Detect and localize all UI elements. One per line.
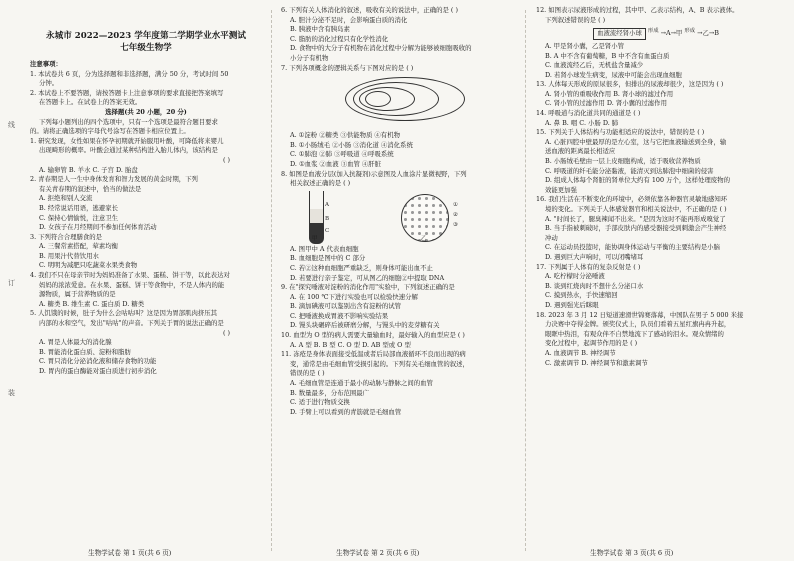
option-line: C. 激素调节 D. 神经调节和激素调节 [545, 358, 648, 367]
option-line: D. 胃内的蛋白酶能对蛋白质进行初步消化 [39, 367, 157, 375]
option-line: C. 呼吸道的纤毛能分泌黏液，能清灭到达肺泡中细菌的侵害 [545, 166, 714, 175]
option-line: D. 手臂上可以看到的青筋就是毛细血管 [290, 407, 402, 416]
question-line: 内部的水和空气，发出"咕咕"的声音。下列关于胃的说法正确的是 [39, 319, 224, 328]
option-line: A. A 型 B. B 型 C. O 型 D. AB 型或 O 型 [290, 340, 411, 349]
option-line: A. 肾小管的重吸收作用 B. 肾小球的滤过作用 [545, 89, 674, 98]
option-line: B. 胃能消化蛋白质、淀粉和脂肪 [39, 347, 131, 356]
layer-label-b: B [325, 215, 330, 222]
question-line: 9. 在"探究唾液对淀粉的消化作用"实验中，下列叙述正确的是 [281, 283, 455, 292]
option-line: B. 血细胞是图中的 C 部分 [290, 254, 366, 263]
option-line: D. 组成人体每个肾脏的肾单位大约有 100 万个，这样处理废物的 [545, 176, 730, 185]
option-line: C. 保持心情愉悦，注意卫生 [39, 213, 119, 222]
question-line: 10. 血型为 O 型的病人需要大量输血时，最好输入的血型应是 ( ) [281, 331, 465, 340]
page-footer: 生物学试卷 第 2 页(共 6 页) [336, 549, 420, 557]
question-line: 13. 人体每天形成的原尿很多，但排出的尿液却很少，这是因为 ( ) [536, 80, 724, 89]
exam-title: 永城市 2022—2023 学年度第二学期学业水平测试 [46, 31, 246, 41]
question-line: 12. 如图表示尿液形成的过程，其中甲、乙表示结构，A、B 表示液体。 [536, 6, 739, 14]
question-line: 17. 下列属于人体有的复杂反射是 ( ) [536, 262, 641, 271]
page-1-column [30, 6, 262, 543]
figure-label-jia: 甲 [312, 235, 318, 242]
binding-mark-xian: 线 [8, 121, 15, 129]
option-line: B. 胰液中含有胰岛素 [290, 25, 350, 34]
option-line: A. 吃柠檬时分泌唾液 [545, 272, 605, 281]
question-line: 3. 下列符合合理膳食的是 [30, 232, 103, 241]
notes-heading: 注意事项： [30, 60, 62, 68]
question-line: 4. 我们不只在母亲节时为妈妈准备了水果、蛋糕、饼干等，以此表达对 [30, 271, 230, 280]
question-line: 妈妈的浓浓爱意。在水果、蛋糕、饼干等食物中，不是人体内的能 [39, 280, 225, 289]
option-line: 送血液的距离最长相适应 [545, 147, 616, 156]
option-line: 效能更加强 [545, 185, 577, 194]
cell-label-1: ① [453, 201, 458, 208]
question-line: 8. 如图是血液分层(加入抗凝剂)示意图及人血涂片显微视野，下列 [281, 169, 467, 178]
column-divider [525, 10, 526, 551]
chain-step-2: 形成 [684, 28, 696, 35]
option-line: C. 摸到热水，手快速缩回 [545, 291, 618, 300]
option-line: B. 当手指被刺破时，手部皮肤内的感受器接受到刺激会产生神经 [545, 224, 727, 233]
option-line: A. 三餐常素搭配，荤素均衡 [39, 242, 118, 251]
option-line: D. 遇到巨大声响时，可以闭嘴堵耳 [545, 252, 644, 261]
question-line: 14. 呼吸道与消化道共同的通道是 ( ) [536, 109, 641, 118]
option-line: B. 数量最多，分布范围最广 [290, 388, 370, 397]
option-line: A. 胃是人体最大的消化腺 [39, 338, 112, 347]
option-line: A. "时间长了，腿臭辣闻不出来。"是因为这时不能再形成嗅觉了 [545, 214, 726, 223]
instruction-line: 的。请将正确选项的字母代号涂写在答题卡相应位置上。 [30, 127, 190, 136]
option-line: B. 滴加碘液可以鉴别出含有淀粉的试管 [290, 302, 402, 311]
option-line: A. ①淀粉 ②糖类 ③供能物质 ④有机物 [290, 131, 400, 140]
urine-formation-diagram [536, 27, 776, 40]
question-line: 18. 2023 年 3 月 12 日短道速滑世锦赛落幕，中国队在男子 5 000 米接 [536, 310, 744, 319]
answer-bracket: ( ) [222, 155, 230, 164]
question-line: 错误的是 ( ) [290, 369, 325, 378]
option-line: 冲动 [545, 233, 558, 242]
nested-circles-diagram [345, 77, 465, 121]
column-divider [271, 10, 272, 551]
question-line: 出现畸形的概率。叶酸会通过某种结构进入胎儿体内，该结构是 [39, 146, 218, 155]
chain-mid: →A→甲 [660, 29, 683, 38]
cell-label-2: ② [453, 211, 458, 218]
option-line: D. 若肾小球发生病变，尿液中可能会出现血细胞 [545, 70, 682, 79]
option-line: B. 经常说话用语，逃避家长 [39, 203, 119, 212]
instruction-line: 下列每小题列出的四个选项中，只有一个选项是最符合题目要求 [39, 117, 218, 126]
question-line: 相关叙述正确的是 ( ) [290, 179, 351, 188]
binding-mark-zhuang: 装 [8, 389, 15, 397]
figure-label-yi: 乙 [421, 235, 427, 242]
option-line: C. ①肺泡 ②肺 ③呼吸道 ④呼吸系统 [290, 150, 394, 159]
exam-subtitle: 七年级生物学 [120, 43, 172, 53]
option-line: B. A 中不含有葡萄糖，B 中不含有血蛋白质 [545, 51, 670, 60]
option-line: 小分子有机物 [290, 53, 329, 62]
option-line: D. 食物中的大分子有机物在消化过程中分解为能够被细胞吸收的 [290, 44, 472, 53]
option-line: B. 用果汁代替饮用水 [39, 251, 99, 260]
chain-end: →乙→B [697, 29, 719, 38]
option-line: C. 肾小管的过滤作用 D. 肾小囊的过滤作用 [545, 99, 667, 108]
option-line: C. 若②这种血细胞严重缺乏，则身体可能出血不止 [290, 263, 433, 272]
blood-figure [281, 191, 513, 243]
question-line: 7. 下列各项概念的逻辑关系与下图对应的是 ( ) [281, 63, 414, 72]
page-3-column [536, 6, 776, 543]
option-line: B. ①小肠绒毛 ②小肠 ③消化道 ④消化系统 [290, 140, 413, 149]
option-line: A. 输卵管 B. 羊水 C. 子宫 D. 胎盘 [39, 165, 138, 174]
question-line: 有关青春期的叙述中，恰当的做法是 [39, 184, 142, 193]
question-line: 11. 冻疮是身体表面接受低温或者后局部血液循环不良而出现的病 [281, 350, 466, 359]
option-line: A. 拒绝和别人交流 [39, 194, 93, 203]
question-line: 变，通常是由毛细血管受损引起的。下列有关毛细血管的叙述， [290, 359, 469, 368]
option-line: B. 谈到红烧肉时不想什么分泌口水 [545, 281, 644, 290]
note-line: 2. 本试卷上不要答题，请按答题卡上注意事项的要求直接把答案填写 [30, 88, 224, 97]
question-line: 下列叙述错误的是 ( ) [545, 15, 606, 24]
option-line: A. 毛细血管是连通于最小的动脉与静脉之间的血管 [290, 379, 433, 388]
option-line: D. 若要进行亲子鉴定，可从图乙的细胞②中提取 DNA [290, 273, 445, 282]
answer-bracket: ( ) [222, 328, 230, 337]
question-line: 源物质，属于营养物质的是 [39, 290, 116, 299]
binding-mark-ding: 订 [8, 279, 15, 287]
page-footer: 生物学试卷 第 1 页(共 6 页) [88, 549, 172, 557]
option-line: C. 脂肪的消化过程只有化学性消化 [290, 34, 389, 43]
question-line: 境的变化。下列关于人体感觉器官和相关说法中，不正确的是 ( ) [545, 205, 727, 213]
note-line: 1. 本试卷共 6 页，分为选择题和非选择题，满分 50 分，考试时间 50 [30, 69, 229, 78]
question-line: 眼眶中热泪，有观众伴不自禁地流下了感动的泪水。观众情绪的 [545, 329, 724, 338]
chain-step-1: 形成 [647, 28, 659, 35]
option-line: D. 馒头块碾碎后被研磨分解，与馒头中的麦芽糖有关 [290, 321, 440, 330]
option-line: D. ①血浆 ②血液 ③血管 ④肝脏 [290, 159, 382, 168]
page-2-column [281, 6, 513, 543]
layer-label-a: A [325, 201, 329, 208]
question-line: 1. 研究发现，女性如果在怀孕初期就开始服用叶酸，可降低将来婴儿 [30, 136, 224, 145]
option-line: C. 明明为减肥只吃蔬菜水果类食物 [39, 261, 138, 270]
option-line: A. 糖类 B. 维生素 C. 蛋白质 D. 糖类 [39, 299, 145, 308]
option-line: A. 胆汁分泌不足时，会影响蛋白质的消化 [290, 15, 408, 24]
option-line: A. 图甲中 A 代表血细胞 [290, 244, 359, 253]
option-line: C. 在运动员投篮时，能协调身体运动与平衡的主要结构是小脑 [545, 243, 720, 252]
page-footer: 生物学试卷 第 3 页(共 6 页) [590, 549, 674, 557]
question-line: 变化过程中，起调节作用的是 ( ) [545, 339, 638, 348]
section-heading: 选择题(共 20 小题，20 分) [105, 107, 187, 116]
option-line: C. 适于进行物质交换 [290, 398, 350, 407]
option-line: A. 在 100 ℃下进行实验也可以检验快速分解 [290, 292, 418, 301]
option-line: D. 遇到强光后眯眼 [545, 300, 599, 309]
question-line: 15. 下列关于人体结构与功能相适应的说法中，错误的是 ( ) [536, 128, 705, 137]
option-line: A. 血液调节 B. 神经调节 [545, 348, 616, 357]
note-line: 分钟。 [39, 79, 59, 88]
option-line: C. 血液流经乙后，无机盐含量减少 [545, 61, 644, 70]
cell-label-3: ③ [453, 221, 458, 228]
option-line: C. 把唾液换成胃液不影响实验结果 [290, 311, 389, 320]
question-line: 6. 下列有关人体消化的叙述，吸收有关的说法中，正确的是 ( ) [281, 6, 458, 14]
option-line: A. 鼻 B. 咽 C. 小肠 D. 肺 [545, 118, 619, 127]
question-line: 2. 青春期是人一生中身体发育和智力发展的黄金时期，下列 [30, 175, 198, 184]
layer-label-c: C [325, 227, 330, 234]
question-line: 力决赛中夺得金牌。颁奖仪式上，队员们看着五星红旗冉冉升起， [545, 320, 731, 329]
chain-start-box: 血液流经肾小球 [593, 28, 646, 40]
option-line: B. 小肠绒毛壁由一层上皮细胞构成，适于吸收营养物质 [545, 157, 701, 166]
question-line: 5. 人饥饿的时候，肚子为什么会咕咕叫？这是因为胃部肌肉挤压其 [30, 309, 218, 318]
question-line: 16. 我们生活在不断变化的环境中，必须依靠各种器官灵敏地感知环 [536, 195, 728, 204]
option-line: A. 甲是肾小囊，乙是肾小管 [545, 41, 624, 50]
option-line: D. 女孩子在月经期间不参加任何体育活动 [39, 223, 157, 232]
note-line: 在答题卡上。在试卷上的答案无效。 [39, 98, 142, 107]
concept-circles-figure [281, 75, 513, 129]
option-line: C. 胃只消化分泌消化液和储存食物的功能 [39, 357, 157, 366]
option-line: A. 心脏四腔中壁最厚的是左心室，这与它把血液输送到全身，输 [545, 137, 727, 146]
